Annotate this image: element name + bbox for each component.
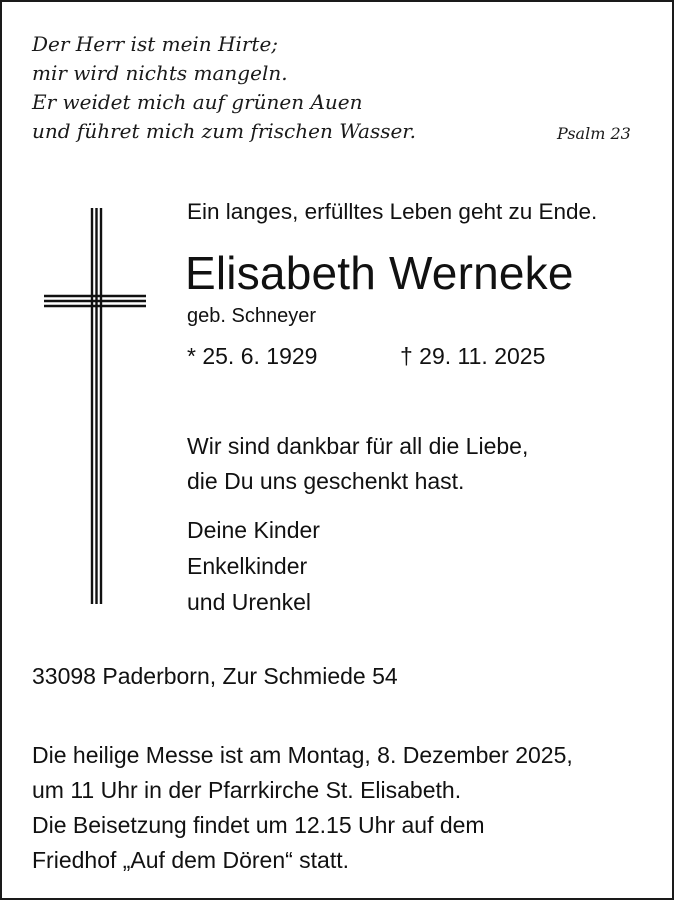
family-line: und Urenkel (187, 589, 312, 615)
service-line: Die Beisetzung findet um 12.15 Uhr auf dem (32, 812, 485, 838)
deceased-name: Elisabeth Werneke (185, 247, 574, 299)
thanks-line: Wir sind dankbar für all die Liebe, (187, 433, 529, 459)
thanks-line: die Du uns geschenkt hast. (187, 468, 465, 494)
family-line: Deine Kinder (187, 517, 320, 543)
service-line: Die heilige Messe ist am Montag, 8. Dezember 2025, (32, 742, 573, 768)
maiden-name: geb. Schneyer (187, 305, 316, 327)
birth-date: * 25. 6. 1929 (187, 343, 318, 369)
family-line: Enkelkinder (187, 553, 308, 579)
intro-line: Ein langes, erfülltes Leben geht zu Ende. (187, 199, 598, 224)
psalm-line: und führet mich zum frischen Wasser. (32, 119, 417, 143)
address: 33098 Paderborn, Zur Schmiede 54 (32, 663, 398, 689)
psalm-reference: Psalm 23 (557, 124, 631, 143)
psalm-line: mir wird nichts mangeln. (32, 61, 288, 85)
service-line: um 11 Uhr in der Pfarrkirche St. Elisabeth. (32, 777, 462, 803)
psalm-verse (32, 30, 416, 146)
psalm-line: Der Herr ist mein Hirte; (32, 32, 279, 56)
thanks-text (187, 429, 528, 499)
death-date: † 29. 11. 2025 (400, 343, 546, 369)
psalm-line: Er weidet mich auf grünen Auen (32, 90, 363, 114)
family-signature (187, 512, 320, 620)
service-line: Friedhof „Auf dem Dören“ statt. (32, 847, 350, 873)
service-info (32, 738, 573, 878)
cross-icon (44, 208, 148, 604)
